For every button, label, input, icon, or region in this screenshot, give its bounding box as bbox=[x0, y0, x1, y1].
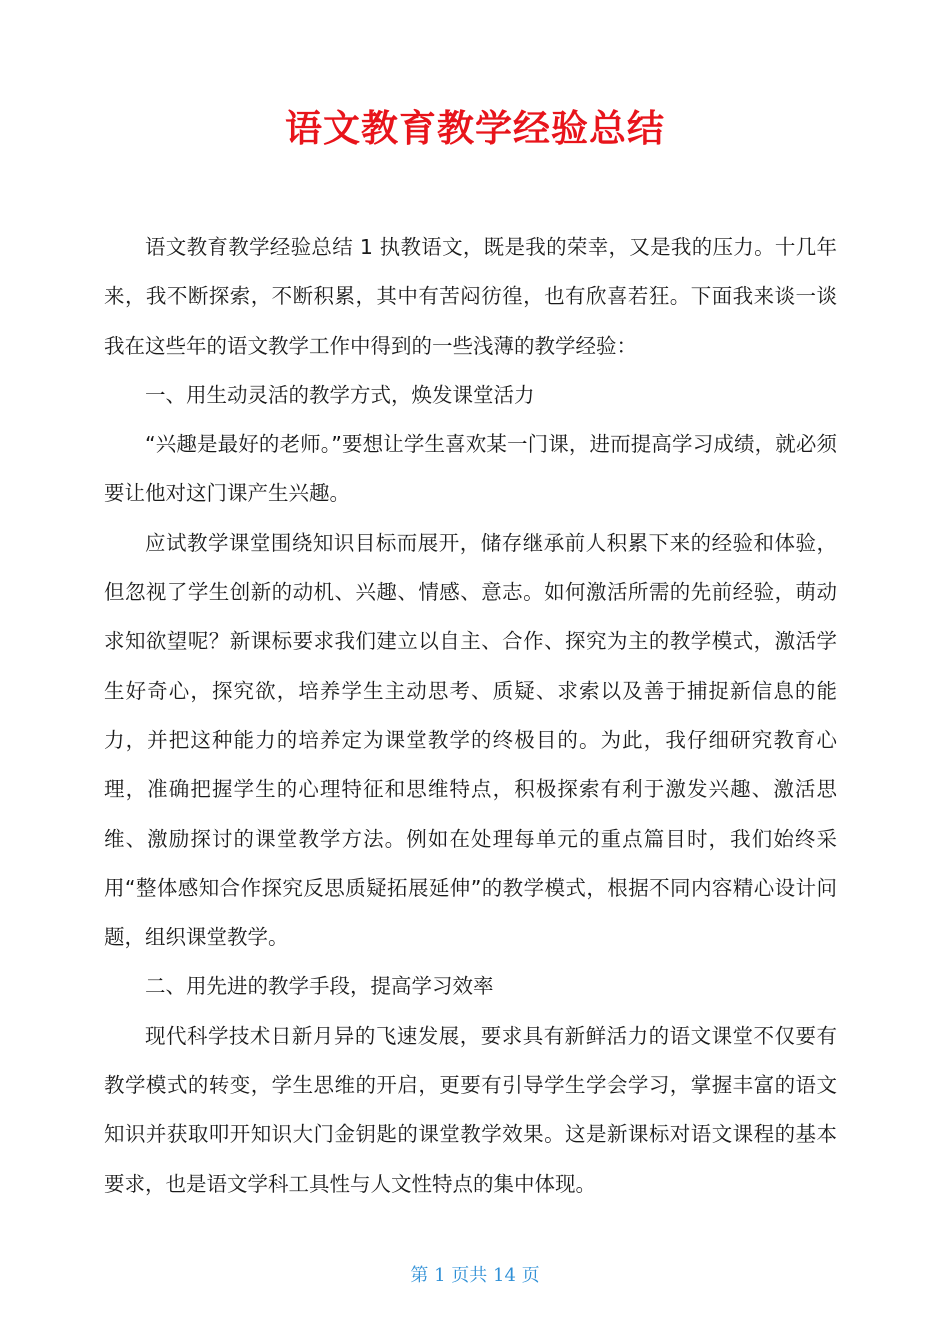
document-body bbox=[104, 223, 837, 1209]
paragraph-interest: “兴趣是最好的老师。”要想让学生喜欢某一门课，进而提高学习成绩，就必须要让他对这门课产生兴趣。 bbox=[104, 432, 837, 506]
page-footer: 第 1 页共 14 页 bbox=[410, 1265, 540, 1286]
section-heading-2: 二、用先进的教学手段，提高学习效率 bbox=[145, 974, 494, 999]
paragraph-technology: 现代科学技术日新月异的飞速发展，要求具有新鲜活力的语文课堂不仅要有教学模式的转变，学生思维的开启，更要有引导学生学会学习，掌握丰富的语文知识并获取叩开知识大门金钥匙的课堂教学效果。这是新课标对语文课程的基本要求，也是语文学科工具性与人文性特点的集中体现。 bbox=[104, 1023, 837, 1196]
paragraph-intro: 语文教育教学经验总结 1 执教语文，既是我的荣幸，又是我的压力。十几年来，我不断探索，不断积累，其中有苦闷彷徨，也有欣喜若狂。下面我来谈一谈我在这些年的语文教学工作中得到的一些浅薄的教学经验： bbox=[104, 235, 837, 358]
paragraph-teaching-method: 应试教学课堂围绕知识目标而展开，储存继承前人积累下来的经验和体验，但忽视了学生创新的动机、兴趣、情感、意志。如何激活所需的先前经验，萌动求知欲望呢？新课标要求我们建立以自主、合作、探究为主的教学模式，激活学生好奇心，探究欲，培养学生主动思考、质疑、求索以及善于捕捉新信息的能力，并把这种能力的培养定为课堂教学的终极目的。为此，我仔细研究教育心理，准确把握学生的心理特征和思维特点，积极探索有利于激发兴趣、激活思维、激励探讨的课堂教学方法。例如在处理每单元的重点篇目时，我们始终采用“整体感知合作探究反思质疑拓展延伸”的教学模式，根据不同内容精心设计问题，组织课堂教学。 bbox=[104, 530, 837, 950]
section-heading-1: 一、用生动灵活的教学方式，焕发课堂活力 bbox=[145, 382, 535, 407]
page-title: 语文教育教学经验总结 bbox=[285, 107, 665, 150]
